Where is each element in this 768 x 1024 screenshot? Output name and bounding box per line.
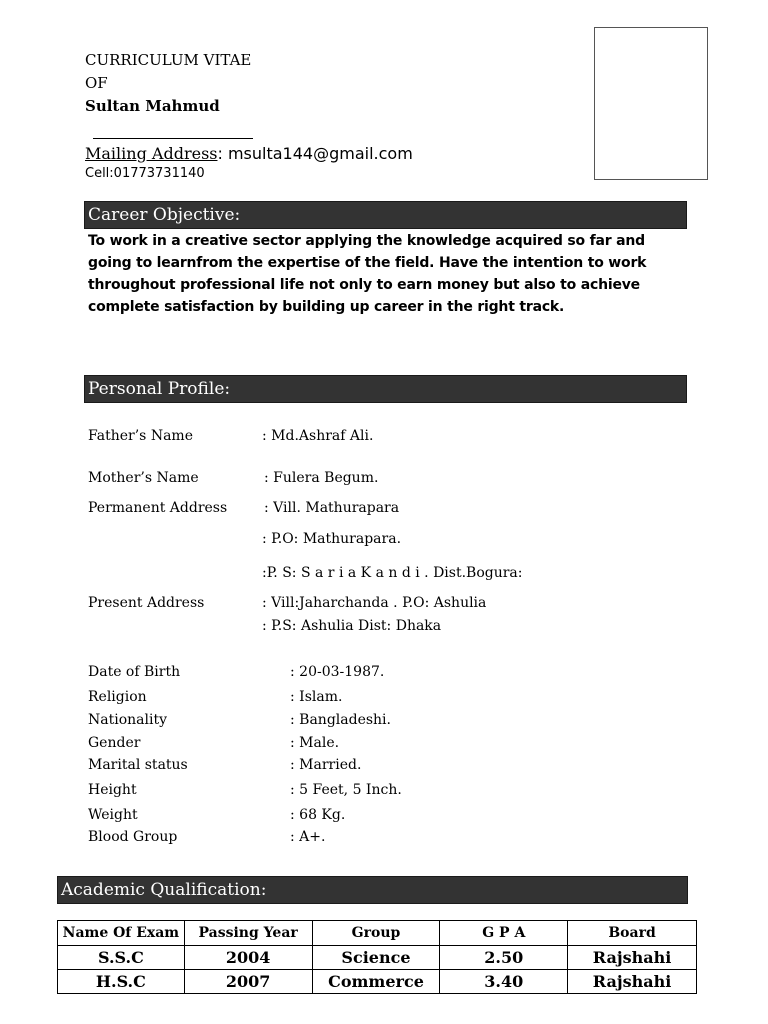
mothers-name-label: Mother’s Name <box>88 470 199 486</box>
nationality-label: Nationality <box>88 712 167 728</box>
group-cell: Commerce <box>312 970 440 994</box>
mailing-address <box>85 144 413 164</box>
header-divider <box>93 138 253 139</box>
academic-table <box>57 920 697 994</box>
gpa-cell: 2.50 <box>440 946 568 970</box>
present-address-line1: : Vill:Jaharchanda . P.O: Ashulia <box>262 595 487 611</box>
permanent-address-line3: :P. S: S a r i a K a n d i . Dist.Bogura: <box>262 565 523 581</box>
email-value[interactable]: : msulta144@gmail.com <box>217 144 413 163</box>
mailing-address-label: Mailing Address <box>85 144 218 163</box>
career-objective-text: To work in a creative sector applying the knowledge acquired so far and going to learnfrom the expertise of the field. Have the intention to work throughout professional life not only to earn money but also to achieve complete satisfaction by building up career in the right track. <box>88 233 647 315</box>
present-address-label: Present Address <box>88 595 205 611</box>
board-cell: Rajshahi <box>568 946 697 970</box>
header-passing-year: Passing Year <box>184 921 312 946</box>
gender-value: : Male. <box>290 735 340 751</box>
table-row <box>58 946 697 970</box>
blood-group-value: : A+. <box>290 829 326 845</box>
permanent-address-line1: : Vill. Mathurapara <box>264 500 400 516</box>
candidate-name: Sultan Mahmud <box>85 97 220 115</box>
present-address-line2: : P.S: Ashulia Dist: Dhaka <box>262 618 442 634</box>
header-name-of-exam: Name Of Exam <box>58 921 185 946</box>
religion-label: Religion <box>88 689 147 705</box>
cv-title-of: OF <box>85 74 108 92</box>
table-row <box>58 970 697 994</box>
header-board: Board <box>568 921 697 946</box>
gender-label: Gender <box>88 735 141 751</box>
gpa-cell: 3.40 <box>440 970 568 994</box>
religion-value: : Islam. <box>290 689 343 705</box>
dob-label: Date of Birth <box>88 664 181 680</box>
exam-cell: H.S.C <box>58 970 185 994</box>
cell-number: Cell:01773731140 <box>85 166 205 181</box>
group-cell: Science <box>312 946 440 970</box>
header-gpa: G P A <box>440 921 568 946</box>
mothers-name-value: : Fulera Begum. <box>264 470 379 486</box>
marital-status-value: : Married. <box>290 757 362 773</box>
board-cell: Rajshahi <box>568 970 697 994</box>
nationality-value: : Bangladeshi. <box>290 712 391 728</box>
dob-value: : 20-03-1987. <box>290 664 385 680</box>
year-cell: 2007 <box>184 970 312 994</box>
photo-placeholder <box>594 27 708 180</box>
weight-label: Weight <box>88 807 138 823</box>
marital-status-label: Marital status <box>88 757 188 773</box>
career-objective-heading: Career Objective: <box>84 201 687 229</box>
academic-table-header-row <box>58 921 697 946</box>
permanent-address-label: Permanent Address <box>88 500 228 516</box>
blood-group-label: Blood Group <box>88 829 178 845</box>
permanent-address-line2: : P.O: Mathurapara. <box>262 531 402 547</box>
height-value: : 5 Feet, 5 Inch. <box>290 782 402 798</box>
weight-value: : 68 Kg. <box>290 807 346 823</box>
fathers-name-label: Father’s Name <box>88 428 193 444</box>
header-group: Group <box>312 921 440 946</box>
cv-title: CURRICULUM VITAE <box>85 51 252 69</box>
academic-qualification-heading: Academic Qualification: <box>57 876 688 904</box>
height-label: Height <box>88 782 137 798</box>
year-cell: 2004 <box>184 946 312 970</box>
exam-cell: S.S.C <box>58 946 185 970</box>
fathers-name-value: : Md.Ashraf Ali. <box>262 428 374 444</box>
personal-profile-heading: Personal Profile: <box>84 375 687 403</box>
